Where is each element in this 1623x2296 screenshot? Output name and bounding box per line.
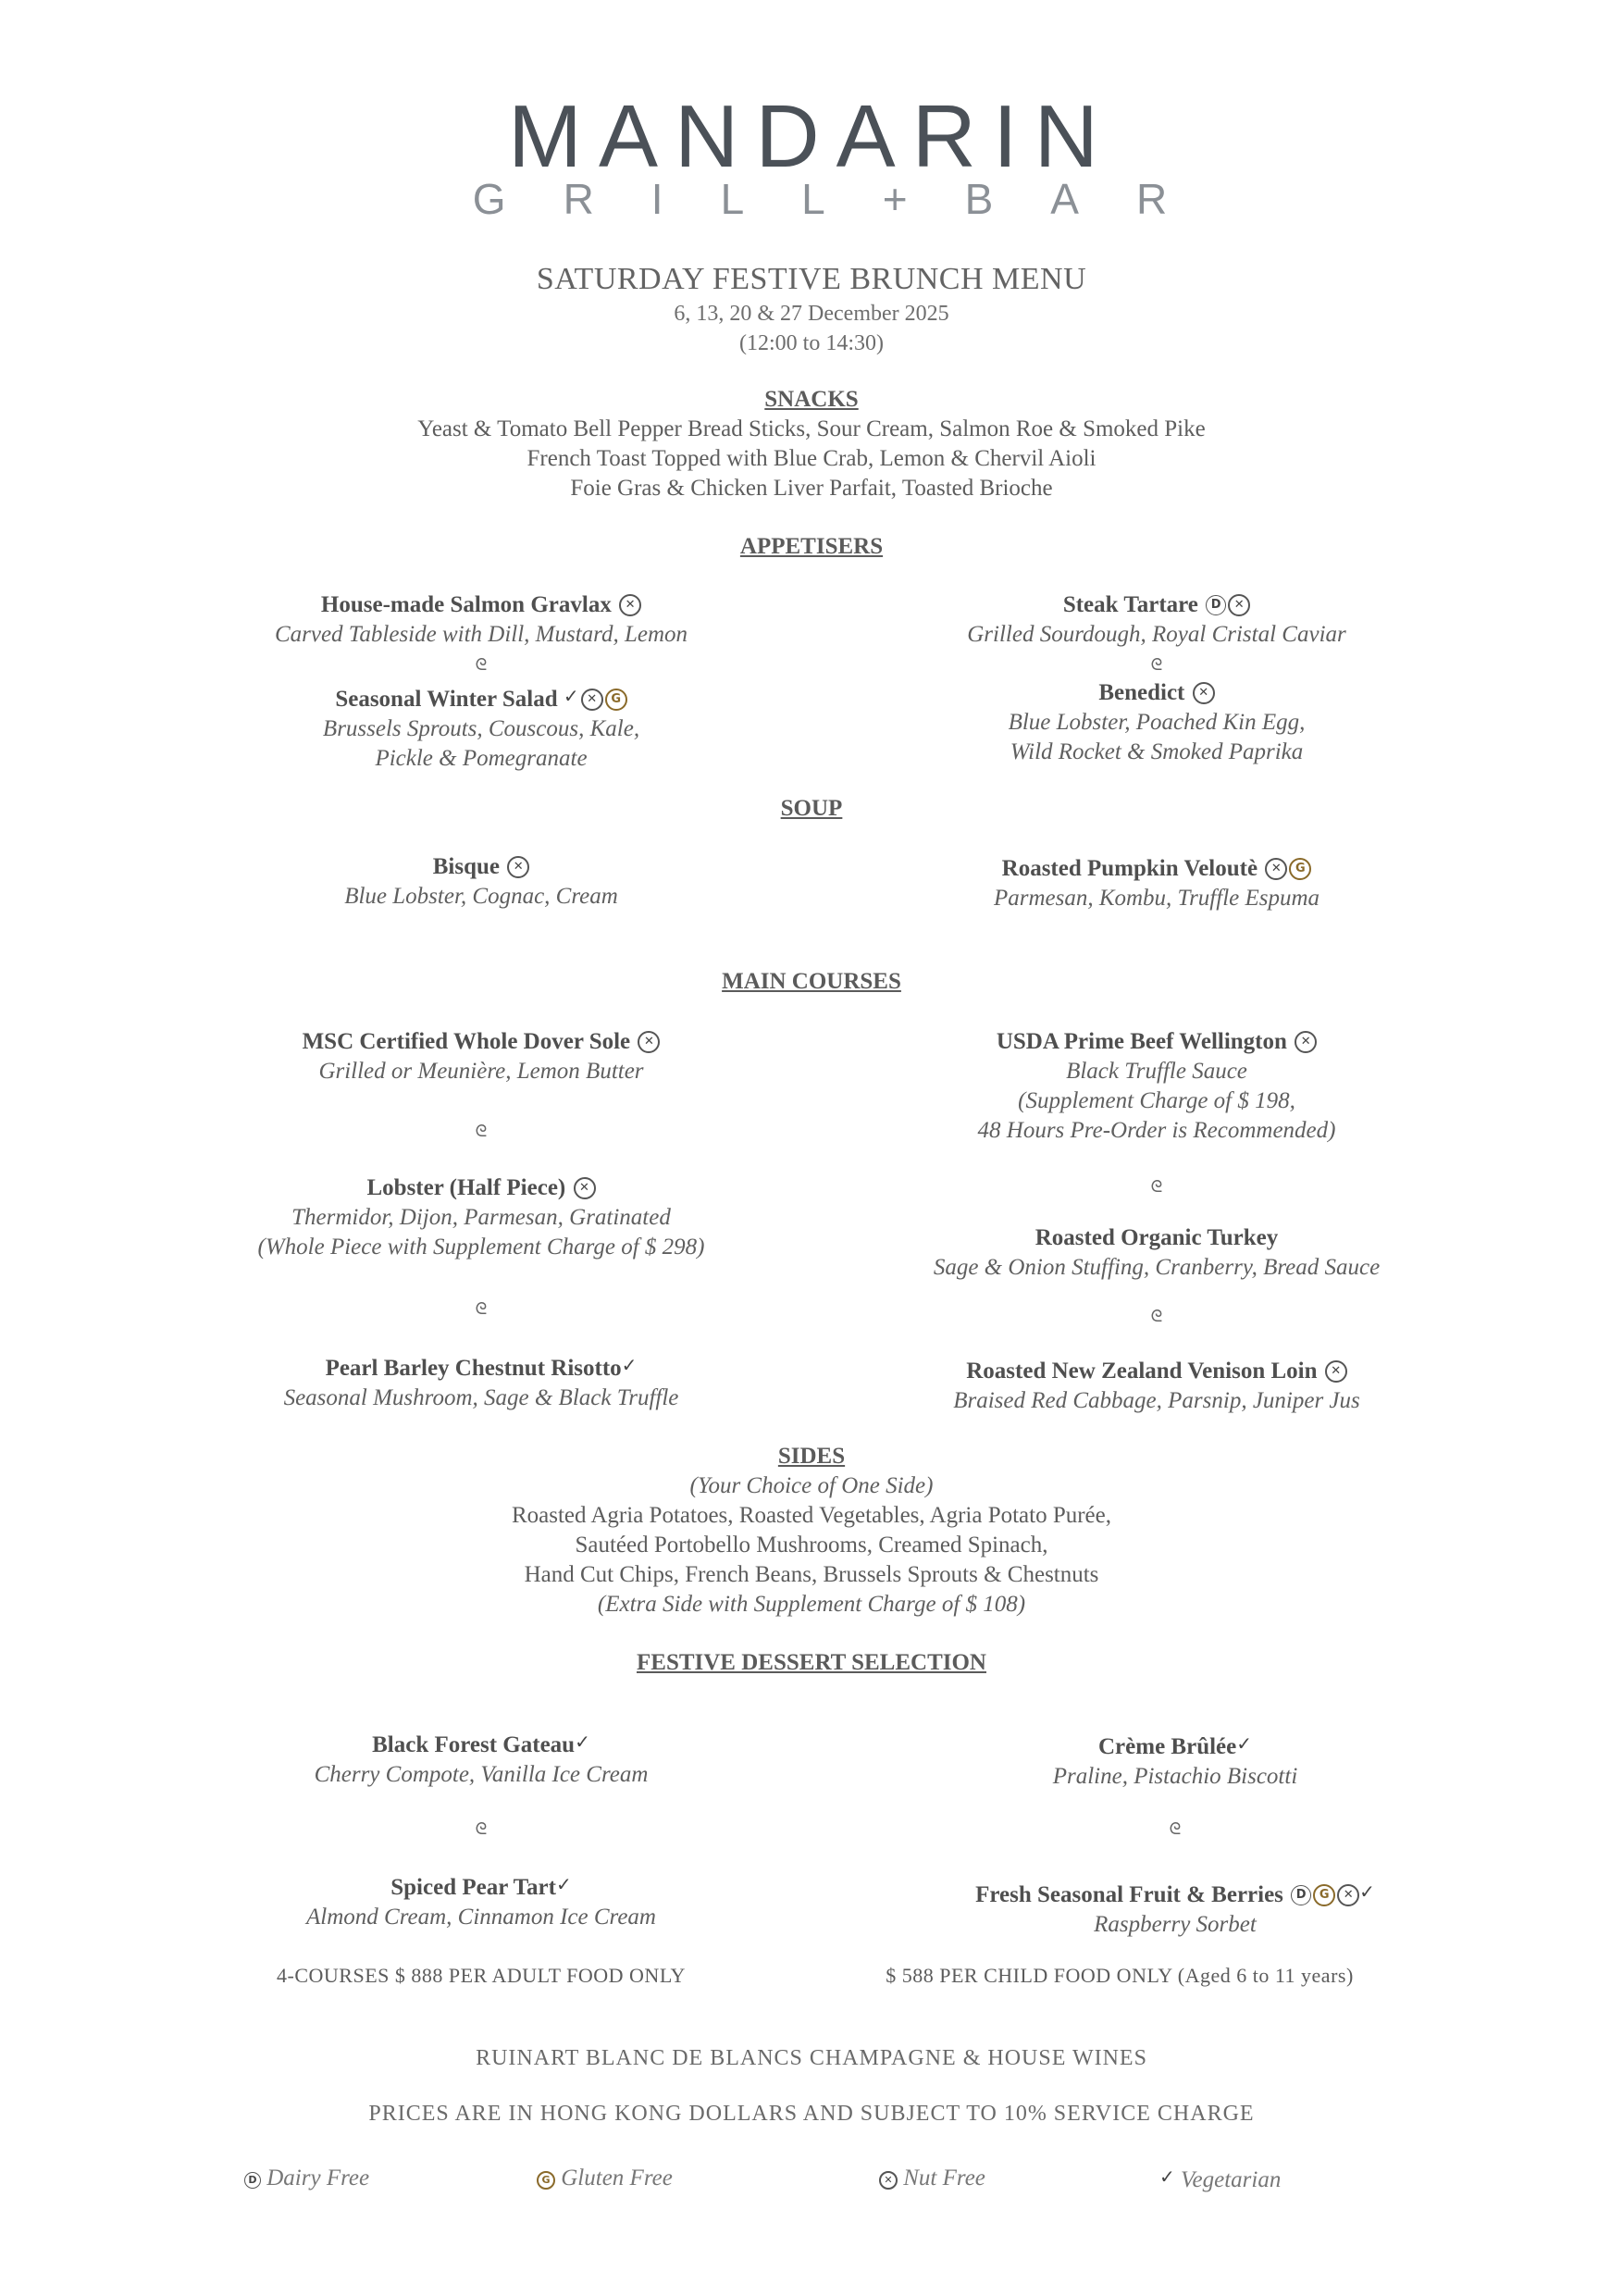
dish-beef-wellington: [870, 1027, 1443, 1146]
separator-icon: ᘓ: [1150, 655, 1163, 674]
separator-icon: ᘓ: [475, 655, 488, 674]
dish-creme-brulee: [888, 1729, 1462, 1792]
dish-description: Seasonal Mushroom, Sage & Black Truffle: [283, 1385, 679, 1410]
legend-dairy-free: [242, 2166, 369, 2191]
child-price: $ 588 PER CHILD FOOD ONLY (Aged 6 to 11 years): [886, 1964, 1354, 1987]
dish-description: Blue Lobster, Cognac, Cream: [344, 884, 618, 909]
sides-list: Roasted Agria Potatoes, Roasted Vegetables, Agria Potato Purée,: [511, 1503, 1112, 1528]
dairy-free-icon: D: [244, 2172, 261, 2189]
dish-salmon-gravlax: [185, 590, 777, 650]
dish-pumpkin-veloute: [870, 854, 1443, 913]
vegetarian-icon: ✓: [1159, 2166, 1175, 2188]
section-heading-sides: SIDES: [777, 1444, 846, 1469]
separator-icon: ᘓ: [1169, 1819, 1182, 1838]
dish-description: Carved Tableside with Dill, Mustard, Lemon: [274, 622, 688, 647]
dish-organic-turkey: [870, 1223, 1443, 1283]
vegetarian-icon: ✓: [1236, 1732, 1252, 1755]
sides-extra-note: (Extra Side with Supplement Charge of $ 108): [597, 1592, 1026, 1617]
dish-description: Pickle & Pomegranate: [375, 746, 588, 771]
snack-item: Foie Gras & Chicken Liver Parfait, Toasted Brioche: [570, 476, 1053, 501]
nut-free-icon: ✕: [879, 2171, 898, 2190]
menu-title: SATURDAY FESTIVE BRUNCH MENU: [536, 262, 1087, 296]
separator-icon: ᘓ: [475, 1299, 488, 1318]
dish-name: Roasted Organic Turkey: [1035, 1225, 1279, 1250]
dish-description: Grilled Sourdough, Royal Cristal Caviar: [967, 622, 1346, 647]
nut-free-icon: ✕: [619, 594, 641, 616]
dish-name: Pearl Barley Chestnut Risotto: [325, 1356, 622, 1381]
vegetarian-icon: ✓: [563, 685, 579, 707]
price-disclaimer: PRICES ARE IN HONG KONG DOLLARS AND SUBJECT TO 10% SERVICE CHARGE: [368, 2102, 1255, 2126]
dish-steak-tartare: [870, 590, 1443, 650]
dish-description: Praline, Pistachio Biscotti: [1052, 1764, 1298, 1789]
vegetarian-icon: ✓: [575, 1731, 590, 1753]
dish-name: House-made Salmon Gravlax: [320, 592, 612, 617]
separator-icon: ᘓ: [1150, 1177, 1163, 1196]
dish-winter-salad: [185, 681, 777, 774]
nut-free-icon: ✕: [1337, 1884, 1359, 1906]
section-heading-desserts: FESTIVE DESSERT SELECTION: [637, 1650, 986, 1675]
dish-name: Black Forest Gateau: [372, 1732, 576, 1757]
separator-icon: ᘓ: [1150, 1307, 1163, 1325]
section-heading-main-courses: MAIN COURSES: [722, 969, 901, 994]
dairy-free-icon: D: [1291, 1885, 1311, 1905]
dish-name: Fresh Seasonal Fruit & Berries: [975, 1882, 1283, 1907]
menu-time: (12:00 to 14:30): [739, 331, 884, 355]
gluten-free-icon: G: [1289, 858, 1311, 880]
dish-seasonal-fruit: [888, 1877, 1462, 1940]
dish-description: Grilled or Meunière, Lemon Butter: [318, 1059, 644, 1084]
nut-free-icon: ✕: [1228, 594, 1250, 616]
dish-name: Steak Tartare: [1062, 592, 1198, 617]
section-heading-appetisers: APPETISERS: [739, 534, 884, 559]
section-heading-soup: SOUP: [780, 796, 843, 821]
legend-vegetarian: [1159, 2166, 1281, 2193]
dish-name: Seasonal Winter Salad: [335, 687, 558, 712]
separator-icon: ᘓ: [475, 1819, 488, 1838]
dish-name: Benedict: [1098, 680, 1185, 705]
dish-name: Crème Brûlée: [1098, 1734, 1237, 1759]
nut-free-icon: ✕: [507, 856, 529, 878]
dish-description: (Supplement Charge of $ 198,: [1018, 1088, 1295, 1113]
vegetarian-icon: ✓: [555, 1873, 572, 1895]
nut-free-icon: ✕: [638, 1031, 660, 1053]
dish-description: Braised Red Cabbage, Parsnip, Juniper Jus: [953, 1388, 1360, 1413]
dish-description: Cherry Compote, Vanilla Ice Cream: [314, 1762, 649, 1787]
gluten-free-icon: G: [1313, 1884, 1335, 1906]
dish-description: Blue Lobster, Poached Kin Egg,: [1008, 710, 1306, 735]
menu-dates: 6, 13, 20 & 27 December 2025: [674, 302, 949, 326]
snack-item: French Toast Topped with Blue Crab, Lemon & Chervil Aioli: [527, 446, 1096, 471]
snack-item: Yeast & Tomato Bell Pepper Bread Sticks, Sour Cream, Salmon Roe & Smoked Pike: [417, 416, 1206, 441]
sides-list: Hand Cut Chips, French Beans, Brussels Sprouts & Chestnuts: [524, 1562, 1099, 1587]
sides-choice-note: (Your Choice of One Side): [689, 1473, 934, 1498]
legend-label: Gluten Free: [561, 2166, 673, 2191]
dish-name: USDA Prime Beef Wellington: [996, 1029, 1287, 1054]
logo-subtitle: GRILL+BAR: [472, 175, 1225, 223]
nut-free-icon: ✕: [581, 689, 603, 711]
dish-description: Parmesan, Kombu, Truffle Espuma: [993, 886, 1320, 911]
dish-description: 48 Hours Pre-Order is Recommended): [977, 1118, 1336, 1143]
dish-description: Black Truffle Sauce: [1066, 1059, 1247, 1084]
dish-spiced-pear-tart: [185, 1869, 777, 1932]
dish-name: Lobster (Half Piece): [366, 1175, 566, 1200]
legend-label: Vegetarian: [1181, 2167, 1282, 2192]
nut-free-icon: ✕: [1265, 858, 1287, 880]
dish-description: Brussels Sprouts, Couscous, Kale,: [322, 716, 640, 741]
dish-dover-sole: [185, 1027, 777, 1086]
legend-nut-free: [877, 2166, 985, 2191]
dish-name: Spiced Pear Tart: [390, 1875, 556, 1900]
gluten-free-icon: G: [605, 689, 627, 711]
nut-free-icon: ✕: [574, 1177, 596, 1199]
dish-black-forest-gateau: [185, 1727, 777, 1790]
dish-barley-risotto: [185, 1350, 777, 1413]
sides-list: Sautéed Portobello Mushrooms, Creamed Spinach,: [575, 1533, 1048, 1558]
adult-price: 4-COURSES $ 888 PER ADULT FOOD ONLY: [277, 1964, 686, 1987]
nut-free-icon: ✕: [1295, 1031, 1317, 1053]
dish-name: Roasted Pumpkin Veloutè: [1001, 856, 1258, 881]
dairy-free-icon: D: [1206, 595, 1226, 615]
dish-name: Bisque: [432, 854, 500, 879]
logo-wordmark: MANDARIN: [507, 87, 1115, 186]
dish-description: Sage & Onion Stuffing, Cranberry, Bread Sauce: [933, 1255, 1381, 1280]
gluten-free-icon: G: [537, 2171, 555, 2190]
legend-label: Nut Free: [903, 2166, 985, 2191]
dish-lobster: [185, 1173, 777, 1262]
vegetarian-icon: ✓: [621, 1354, 638, 1376]
dish-bisque: [185, 852, 777, 912]
dish-name: Roasted New Zealand Venison Loin: [966, 1359, 1318, 1384]
dish-description: (Whole Piece with Supplement Charge of $ 298): [257, 1235, 705, 1260]
vegetarian-icon: ✓: [1359, 1880, 1375, 1903]
dish-description: Almond Cream, Cinnamon Ice Cream: [306, 1905, 656, 1930]
nut-free-icon: ✕: [1325, 1360, 1347, 1383]
dish-description: Wild Rocket & Smoked Paprika: [1010, 739, 1304, 764]
wine-note: RUINART BLANC DE BLANCS CHAMPAGNE & HOUSE WINES: [476, 2046, 1147, 2070]
dish-name: MSC Certified Whole Dover Sole: [302, 1029, 631, 1054]
legend-gluten-free: [535, 2166, 673, 2191]
dish-description: Thermidor, Dijon, Parmesan, Gratinated: [291, 1205, 671, 1230]
dish-benedict: [870, 678, 1443, 767]
dish-venison-loin: [870, 1357, 1443, 1416]
section-heading-snacks: SNACKS: [764, 387, 859, 412]
nut-free-icon: ✕: [1193, 682, 1215, 704]
dish-description: Raspberry Sorbet: [1094, 1912, 1257, 1937]
legend-label: Dairy Free: [266, 2166, 370, 2191]
separator-icon: ᘓ: [475, 1122, 488, 1140]
